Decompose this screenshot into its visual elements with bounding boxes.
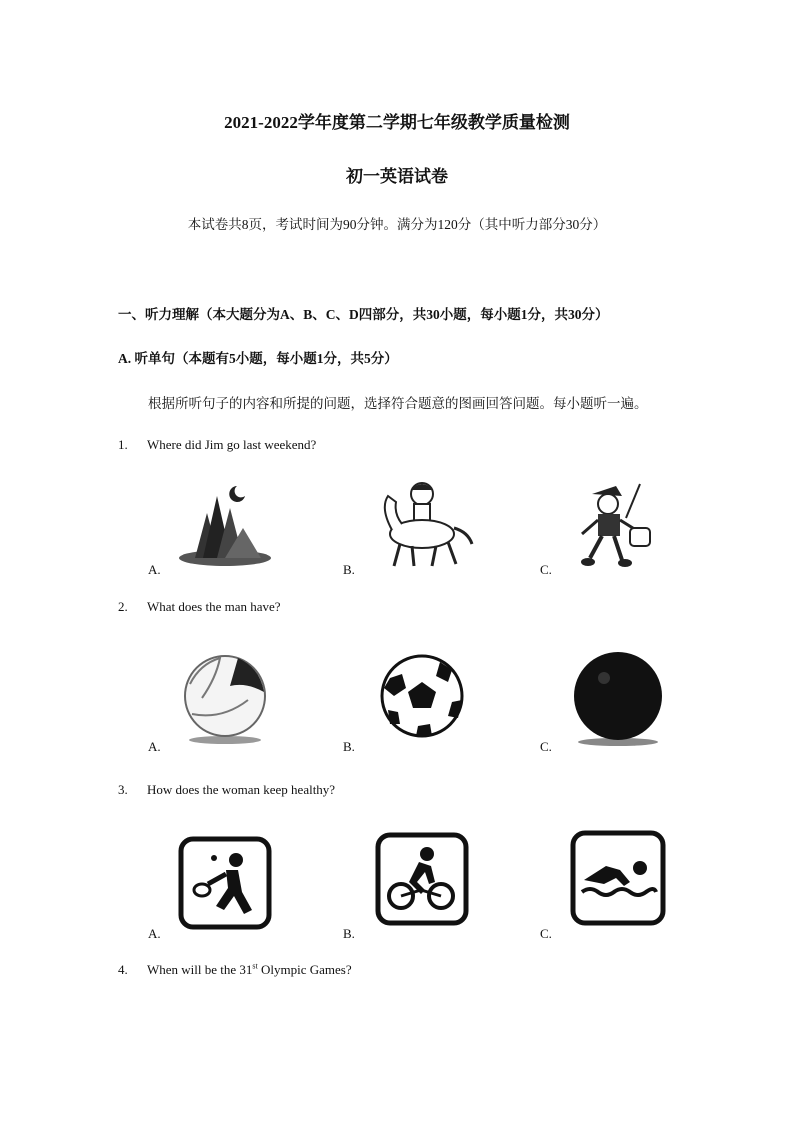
question-number: 2. — [118, 599, 128, 614]
option-label[interactable]: C. — [540, 562, 552, 577]
question-number: 3. — [118, 782, 128, 797]
question-text: What does the man have? — [147, 599, 281, 614]
question-text: How does the woman keep healthy? — [147, 782, 336, 797]
swimming-icon — [570, 830, 666, 926]
option-label[interactable]: A. — [148, 926, 161, 941]
soccer-ball-icon — [378, 652, 466, 740]
question-4 — [118, 962, 352, 978]
question-number: 4. — [118, 962, 128, 978]
question-2 — [118, 599, 281, 615]
question-1 — [118, 437, 316, 453]
section-heading: 一、听力理解（本大题分为A、B、C、D四部分，共30小题，每小题1分，共30分） — [118, 307, 609, 322]
volleyball-icon — [178, 650, 272, 746]
option-label[interactable]: A. — [148, 562, 161, 577]
black-ball-icon — [568, 648, 668, 748]
option-label[interactable]: A. — [148, 739, 161, 754]
question-number: 1. — [118, 437, 128, 452]
option-label[interactable]: B. — [343, 562, 355, 577]
horse-riding-icon — [370, 478, 475, 570]
option-label[interactable]: B. — [343, 739, 355, 754]
hiking-boy-icon — [570, 474, 660, 570]
camping-tent-icon — [175, 478, 275, 568]
option-label[interactable]: C. — [540, 926, 552, 941]
exam-title: 2021-2022学年度第二学期七年级教学质量检测 — [224, 113, 570, 132]
cycling-icon — [375, 832, 469, 926]
exam-intro: 本试卷共8页，考试时间为90分钟。满分为120分（其中听力部分30分） — [187, 217, 607, 232]
question-text: When will be the 31st Olympic Games? — [147, 962, 352, 978]
part-a-instruction: 根据所听句子的内容和所提的问题，选择符合题意的图画回答问题。每小题听一遍。 — [148, 396, 648, 411]
option-label[interactable]: C. — [540, 739, 552, 754]
question-text: Where did Jim go last weekend? — [147, 437, 317, 452]
option-label[interactable]: B. — [343, 926, 355, 941]
tennis-icon — [178, 836, 272, 930]
question-3 — [118, 782, 335, 798]
exam-subtitle: 初一英语试卷 — [346, 167, 448, 186]
part-a-heading: A. 听单句（本题有5小题，每小题1分，共5分） — [118, 351, 398, 366]
